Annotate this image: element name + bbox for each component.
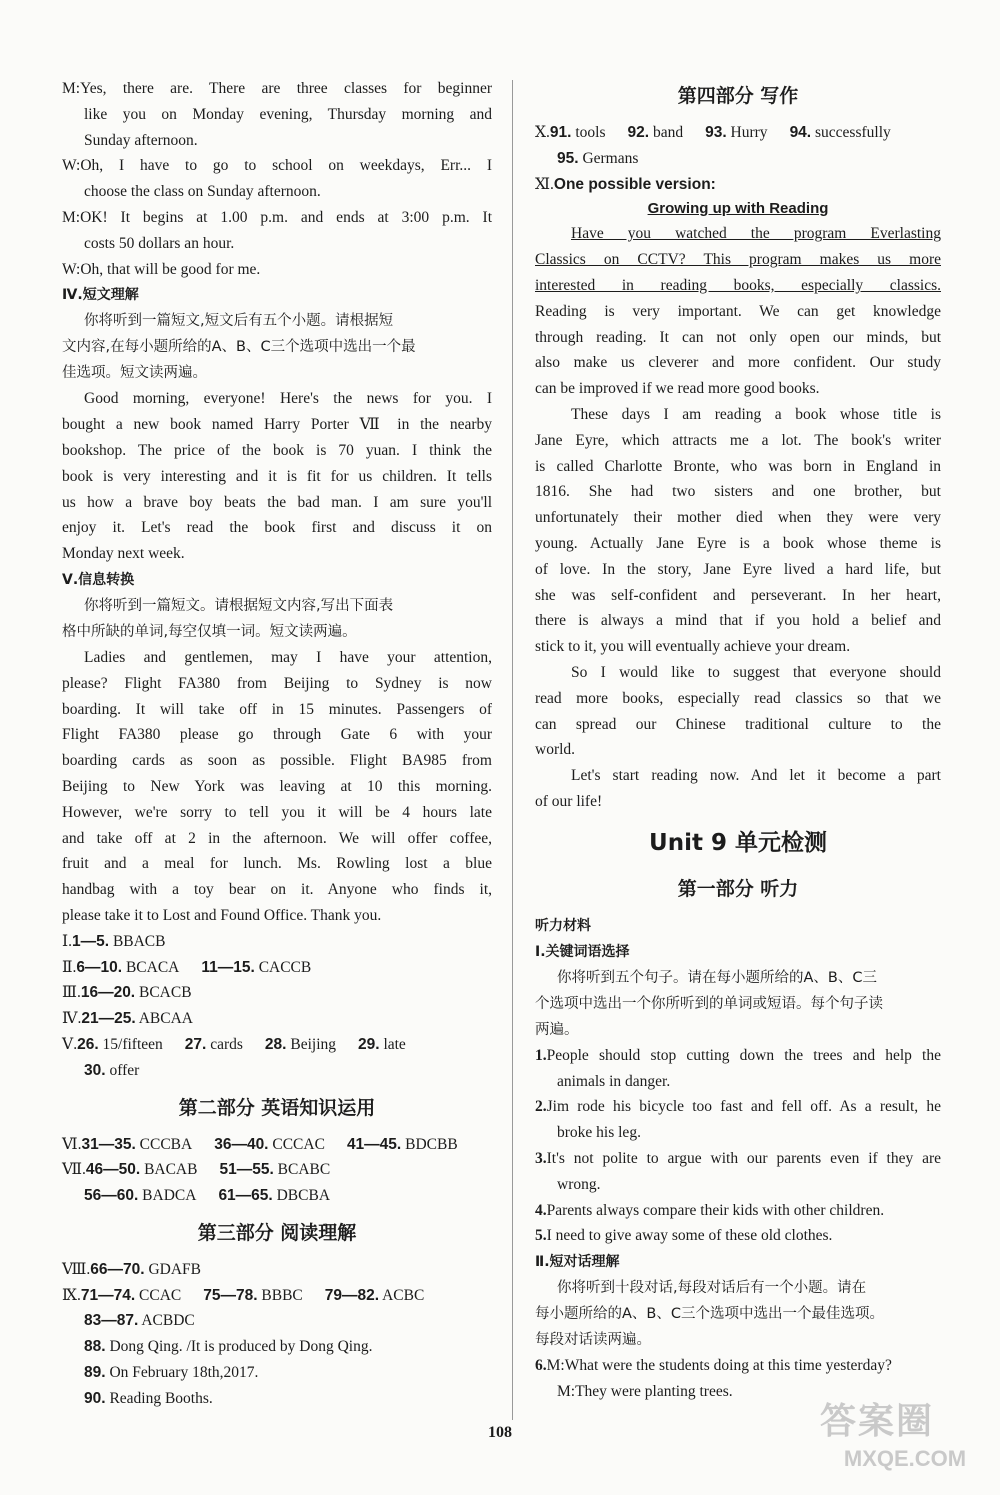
dialogue-line: costs 50 dollars an hour. xyxy=(84,234,235,252)
dialogue-line: W:Oh, that will be good for me. xyxy=(62,260,261,278)
essay-line: Have you watched the program Everlasting xyxy=(571,225,941,243)
answer-row: Ⅹ.91. tools 92. band 93. Hurry 94. successfully xyxy=(535,124,891,141)
part-title: 第一部分 听力 xyxy=(677,877,799,900)
dialogue-line: M:Yes, there are. There are three classes for beginner xyxy=(62,80,492,97)
instruction-line: 个选项中选出一个你所听到的单词或短语。每个句子读 xyxy=(535,995,883,1012)
listening-label: 听力材料 xyxy=(535,917,591,934)
essay-line: Jane Eyre, which attracts me a lot. The book's writer xyxy=(535,431,941,449)
essay-line: there is always a mind that if you hold a belief and xyxy=(535,612,941,630)
left-column xyxy=(62,76,492,1412)
essay-line: young. Actually Jane Eyre is a book whose theme is xyxy=(535,534,941,552)
answer-key-part3 xyxy=(62,1257,492,1412)
dialogue-line: M:They were planting trees. xyxy=(557,1382,733,1400)
section-heading: Ⅴ.信息转换 xyxy=(62,571,135,588)
answer-row: Ⅲ.16—20. BCACB xyxy=(62,984,192,1002)
passage-line: handbag with a toy bear on it. Anyone who finds it, xyxy=(62,881,492,899)
passage-line: book is very interesting and it is fit for us children. It tells xyxy=(62,467,492,485)
section-heading: Ⅳ.短文理解 xyxy=(62,287,139,304)
instruction-line: 你将听到十段对话,每段对话后有一个小题。请在 xyxy=(557,1280,867,1297)
page-number: 108 xyxy=(488,1424,512,1441)
answer-row: Ⅸ.71—74. CCAC 75—78. BBBC 79—82. ACBC xyxy=(62,1286,425,1304)
part-title: 第二部分 英语知识运用 xyxy=(178,1096,376,1119)
answer-row: Ⅱ.6—10. BCACA 11—15. CACCB xyxy=(62,958,312,976)
sentence-item: 1.People should stop cutting down the trees and help the xyxy=(535,1046,941,1064)
answer-key-part2 xyxy=(62,1132,492,1209)
instruction-line: 你将听到一篇短文,短文后有五个小题。请根据短 xyxy=(84,313,394,330)
essay-line: is called Charlotte Bronte, who was born in England in xyxy=(535,457,941,475)
right-column xyxy=(535,76,941,1405)
passage-line: and take off at 2 in the afternoon. We will offer coffee, xyxy=(62,829,492,847)
passage xyxy=(62,386,492,567)
answer-row: Ⅳ.21—25. ABCAA xyxy=(62,1010,193,1028)
instruction-line: 两遍。 xyxy=(535,1021,579,1038)
sentence-item: 2.Jim rode his bicycle too fast and fell off. As a result, he xyxy=(535,1098,941,1116)
passage-line: However, we're sorry to tell you it will be 4 hours late xyxy=(62,803,492,821)
essay-title: Growing up with Reading xyxy=(647,200,829,218)
essay-line: unfortunately their mother died when they were very xyxy=(535,509,941,527)
dialogue xyxy=(62,76,492,282)
sentence-list xyxy=(535,1043,941,1249)
passage-line: Ladies and gentlemen, may I have your attention, xyxy=(84,648,492,666)
watermark-logo xyxy=(820,1400,990,1490)
essay-line: of our life! xyxy=(535,792,603,810)
sentence-continuation: broke his leg. xyxy=(557,1124,641,1142)
unit-title: Unit 9 单元检测 xyxy=(649,829,827,856)
essay-line: Classics on CCTV? This program makes us more xyxy=(535,251,941,269)
dialogue-line: 6.M:What were the students doing at this time yesterday? xyxy=(535,1357,892,1375)
passage-line: fruit and a meal for lunch. Ms. Rowling lost a blue xyxy=(62,855,492,873)
answer-row: Ⅰ.1—5. BBACB xyxy=(62,932,166,950)
essay-line: These days I am reading a book whose title is xyxy=(571,405,941,423)
passage-line: enjoy it. Let's read the book first and discuss it on xyxy=(62,519,492,537)
answer-row: 88. Dong Qing. /It is produced by Dong Qing. xyxy=(84,1338,373,1356)
answer-row: Ⅷ.66—70. GDAFB xyxy=(62,1260,202,1278)
answer-row: Ⅴ.26. 15/fifteen 27. cards 28. Beijing 29. late xyxy=(62,1035,406,1053)
sentence-item: 3.It's not polite to argue with our parents even if they are xyxy=(535,1149,941,1167)
sentence-item: 4.Parents always compare their kids with other children. xyxy=(535,1201,885,1219)
instruction-line: 格中所缺的单词,每空仅填一词。短文读两遍。 xyxy=(62,623,357,640)
sentence-item: 5.I need to give away some of these old clothes. xyxy=(535,1227,833,1245)
essay-line: world. xyxy=(535,741,576,759)
essay-line: stick to it, you will eventually achieve your dream. xyxy=(535,638,851,656)
passage xyxy=(62,645,492,929)
sentence-continuation: animals in danger. xyxy=(557,1072,671,1090)
passage-line: bought a new book named Harry Porter Ⅶ in the nearby xyxy=(62,416,492,434)
answer-row: Ⅺ.One possible version: xyxy=(535,175,716,193)
answer-row: 56—60. BADCA 61—65. DBCBA xyxy=(84,1187,331,1205)
passage-line: please? Flight FA380 from Beijing to Sydney is now xyxy=(62,674,492,692)
instruction-line: 每段对话读两遍。 xyxy=(535,1332,651,1349)
instruction-line: 你将听到一篇短文。请根据短文内容,写出下面表 xyxy=(84,597,394,614)
part-title: 第三部分 阅读理解 xyxy=(197,1221,357,1244)
passage-line: boarding cards as soon as possible. Flight BA985 from xyxy=(62,752,492,770)
passage-line: Flight FA380 please go through Gate 6 with your xyxy=(62,726,492,744)
passage-line: us how a brave boy beats the bad man. I am sure you'll xyxy=(62,493,492,511)
dialogue-line: W:Oh, I have to go to school on weekdays, Err... I xyxy=(62,157,492,175)
essay-line: Let's start reading now. And let it become a part xyxy=(571,767,941,785)
answer-key-part1 xyxy=(62,929,492,1084)
dialogue-line: Sunday afternoon. xyxy=(84,131,198,149)
essay-line: read more books, especially read classics so that we xyxy=(535,689,941,707)
essay-line: Reading is very important. We can get knowledge xyxy=(535,302,941,320)
answer-row: 89. On February 18th,2017. xyxy=(84,1364,259,1382)
part-title: 第四部分 写作 xyxy=(677,85,799,107)
passage-line: bookshop. The price of the book is 70 yuan. I think the xyxy=(62,441,492,459)
essay xyxy=(535,221,941,814)
passage-line: Monday next week. xyxy=(62,545,185,563)
passage-line: Beijing to New York was leaving at 10 this morning. xyxy=(62,777,492,795)
instruction-line: 你将听到五个句子。请在每小题所给的A、B、C三 xyxy=(557,969,877,986)
answer-row: 30. offer xyxy=(84,1061,140,1079)
passage-line: Good morning, everyone! Here's the news for you. I xyxy=(84,390,492,408)
section-heading: Ⅰ.关键词语选择 xyxy=(535,943,630,960)
answer-row: Ⅶ.46—50. BACAB 51—55. BCABC xyxy=(62,1161,331,1179)
essay-line: also make us cleverer and more confident. Our study xyxy=(535,354,941,372)
essay-line: So I would like to suggest that everyone should xyxy=(571,663,941,681)
watermark-text: 答案圈 xyxy=(820,1401,935,1442)
answer-row: 90. Reading Booths. xyxy=(84,1389,213,1407)
answer-row: 83—87. ACBDC xyxy=(84,1312,195,1330)
essay-line: can spread our Chinese traditional culture to the xyxy=(535,715,941,733)
essay-line: she was self-confident and perseverant. In her heart, xyxy=(535,586,941,604)
instruction-line: 佳选项。短文读两遍。 xyxy=(62,365,207,382)
sentence-continuation: wrong. xyxy=(557,1175,601,1193)
dialogue-line: M:OK! It begins at 1.00 p.m. and ends at 3:00 p.m. It xyxy=(62,208,492,226)
watermark-url: MXQE.COM xyxy=(843,1446,967,1471)
essay-line: of love. In the story, Jane Eyre lived a hard life, but xyxy=(535,560,941,578)
column-divider xyxy=(512,80,513,1420)
section-heading: Ⅱ.短对话理解 xyxy=(535,1254,620,1271)
essay-line: 1816. She had two sisters and one brother, but xyxy=(535,483,941,501)
essay-line: can be improved if we read more good books. xyxy=(535,380,820,398)
essay-line: interested in reading books, especially classics. xyxy=(535,276,941,294)
instruction-line: 文内容,在每小题所给的A、B、C三个选项中选出一个最 xyxy=(62,339,416,356)
answer-row: 95. Germans xyxy=(557,149,639,167)
dialogue-line: choose the class on Sunday afternoon. xyxy=(84,183,321,201)
answer-key-part4 xyxy=(535,120,941,197)
passage-line: boarding. It will take off in 15 minutes. Passengers of xyxy=(62,700,492,718)
answer-row: Ⅵ.31—35. CCCBA 36—40. CCCAC 41—45. BDCBB xyxy=(62,1135,458,1153)
dialogue-line: like you on Monday evening, Thursday morning and xyxy=(84,105,492,123)
essay-line: through reading. It can not only open our minds, but xyxy=(535,328,941,346)
passage-line: please take it to Lost and Found Office. Thank you. xyxy=(62,906,382,924)
instruction-line: 每小题所给的A、B、C三个选项中选出一个最佳选项。 xyxy=(535,1306,884,1323)
